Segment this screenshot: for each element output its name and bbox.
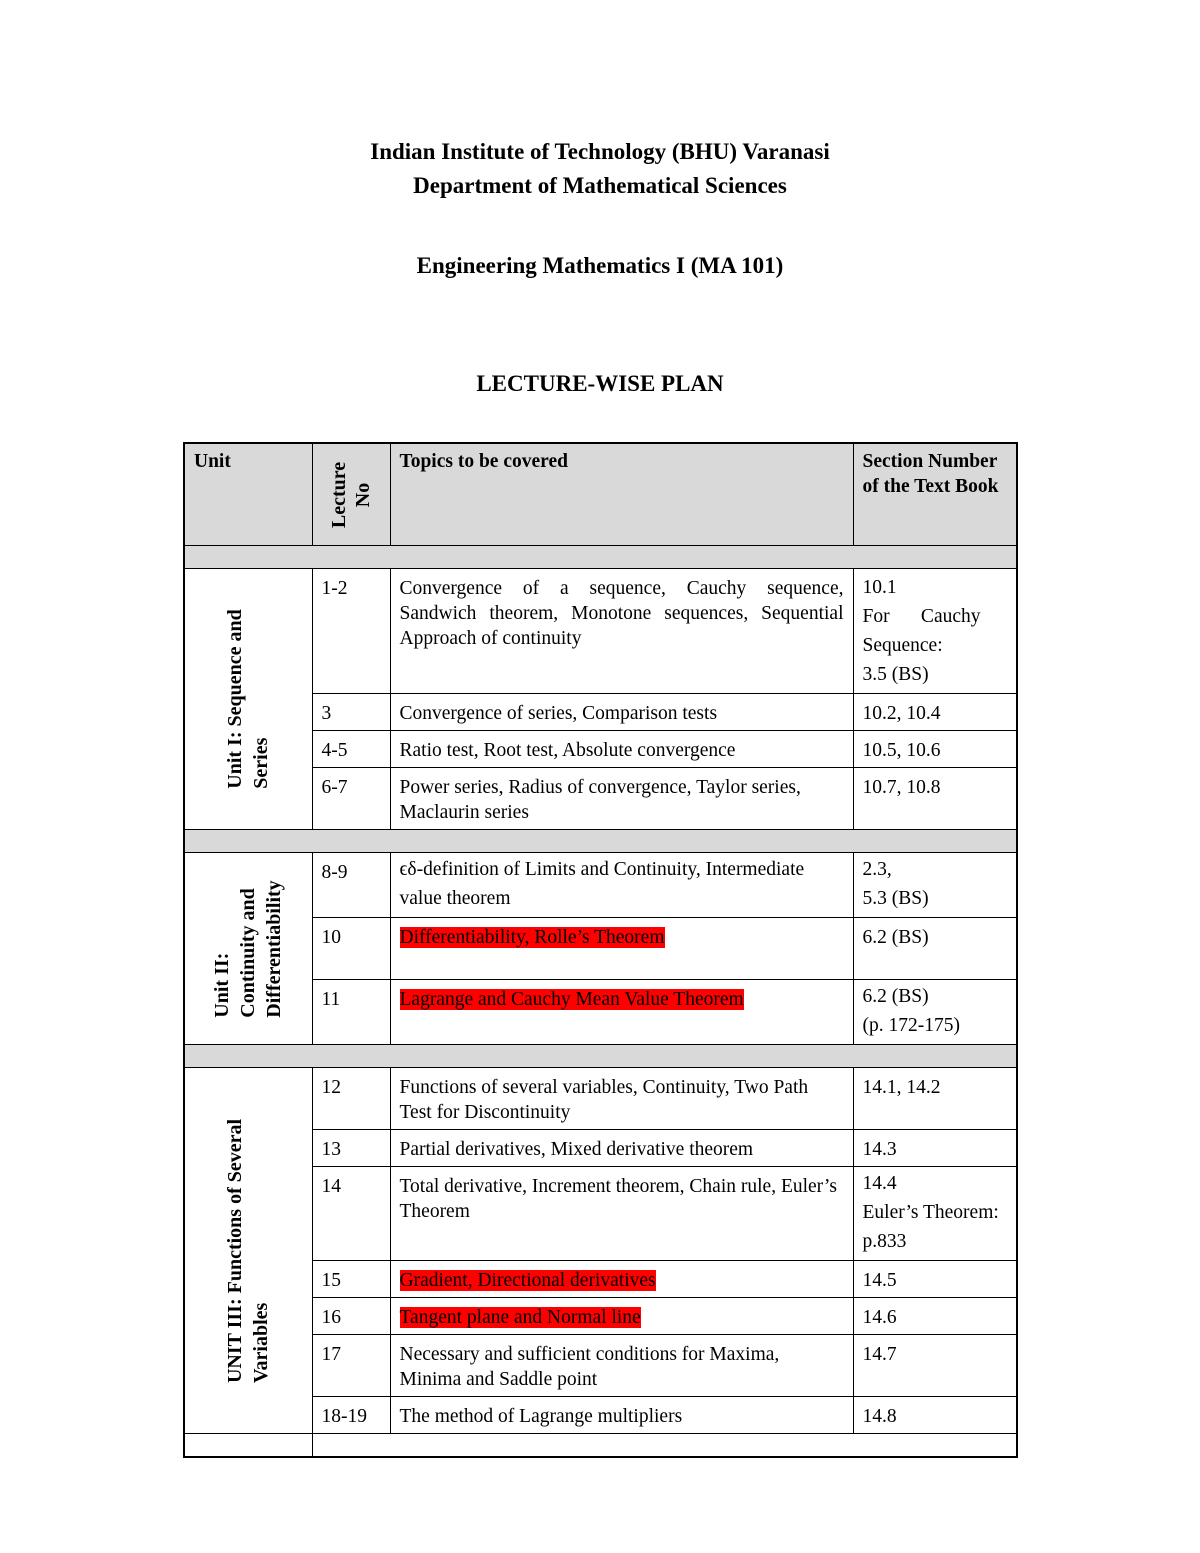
topics-cell [390, 1261, 853, 1298]
section-line: 14.7 [862, 1344, 897, 1365]
section-line: 14.4 [862, 1173, 897, 1194]
section-line: 14.3 [862, 1139, 897, 1160]
section-cell [853, 731, 1017, 768]
topics-cell: Ratio test, Root test, Absolute convergence [390, 731, 853, 768]
lecture-no: 18-19 [312, 1397, 390, 1434]
col-header-section: Section Number of the Text Book [853, 443, 1017, 546]
section-line: 10.7, 10.8 [862, 777, 941, 798]
section-cell [853, 1068, 1017, 1130]
empty-footer-row [184, 1434, 1017, 1458]
unit-3-cell [184, 1068, 312, 1434]
department-name: Department of Mathematical Sciences [413, 173, 787, 198]
unit-1-cell [184, 569, 312, 830]
unit-1-line1: Unit I: Sequence and [224, 609, 247, 789]
topics-cell [390, 980, 853, 1045]
unit-2-line3: Differentiability [263, 879, 286, 1018]
section-line: 10.5, 10.6 [862, 740, 941, 761]
lecture-no: 3 [312, 694, 390, 731]
lecture-no: 6-7 [312, 768, 390, 830]
topics-cell: Functions of several variables, Continuity, Two Path Test for Discontinuity [390, 1068, 853, 1130]
section-line: 6.2 (BS) [862, 986, 929, 1007]
section-cell [853, 768, 1017, 830]
topics-cell: The method of Lagrange multipliers [390, 1397, 853, 1434]
section-line: 10.2, 10.4 [862, 703, 941, 724]
lecture-header-line2: No [352, 482, 374, 507]
table-header-row [184, 443, 1017, 546]
course-title: Engineering Mathematics I (MA 101) [416, 253, 784, 278]
highlighted-topic: Tangent plane and Normal line [399, 1307, 641, 1328]
table-row [184, 569, 1017, 694]
lecture-no: 15 [312, 1261, 390, 1298]
section-cell [853, 1130, 1017, 1167]
section-cell [853, 1167, 1017, 1261]
section-cell [853, 1298, 1017, 1335]
section-line: 2.3, [862, 859, 892, 880]
topics-cell: Power series, Radius of convergence, Taylor series, Maclaurin series [390, 768, 853, 830]
separator-row [184, 830, 1017, 853]
lecture-no: 1-2 [312, 569, 390, 694]
section-line: Euler’s Theorem: p.833 [862, 1202, 999, 1252]
section-cell [853, 694, 1017, 731]
section-line: (p. 172-175) [862, 1015, 960, 1036]
lecture-no: 8-9 [312, 853, 390, 918]
section-line: 3.5 (BS) [862, 664, 929, 685]
lecture-plan-table [183, 442, 1018, 1458]
section-line: 14.6 [862, 1307, 897, 1328]
topics-cell: ϵδ-definition of Limits and Continuity, Intermediate value theorem [390, 853, 853, 918]
lecture-no: 4-5 [312, 731, 390, 768]
unit-2-line1: Unit II: [211, 952, 234, 1018]
separator-row [184, 546, 1017, 569]
col-header-lecture [312, 443, 390, 546]
section-cell [853, 918, 1017, 980]
section-cell [853, 853, 1017, 918]
table-row [184, 853, 1017, 918]
section-cell [853, 980, 1017, 1045]
lecture-no: 11 [312, 980, 390, 1045]
lecture-no: 14 [312, 1167, 390, 1261]
section-cell [853, 569, 1017, 694]
topics-cell [390, 1298, 853, 1335]
col-header-topics: Topics to be covered [390, 443, 853, 546]
topics-cell [390, 918, 853, 980]
empty-cell [312, 1434, 1017, 1458]
topics-cell: Necessary and sufficient conditions for Maxima, Minima and Saddle point [390, 1335, 853, 1397]
lecture-no: 10 [312, 918, 390, 980]
lecture-no: 12 [312, 1068, 390, 1130]
highlighted-topic: Lagrange and Cauchy Mean Value Theorem [399, 989, 744, 1010]
lecture-no: 17 [312, 1335, 390, 1397]
section-line: 10.1 [862, 577, 897, 598]
unit-2-line2: Continuity and [237, 887, 260, 1018]
table-row [184, 1068, 1017, 1130]
section-line: For Cauchy Sequence: [862, 606, 981, 656]
section-cell [853, 1261, 1017, 1298]
unit-3-line2: Variables [250, 1302, 273, 1383]
section-line: 5.3 (BS) [862, 888, 929, 909]
institute-name: Indian Institute of Technology (BHU) Varanasi [370, 139, 830, 164]
lecture-header-line1: Lecture [328, 461, 350, 528]
col-header-unit: Unit [184, 443, 312, 546]
topics-cell: Convergence of series, Comparison tests [390, 694, 853, 731]
section-line: 14.8 [862, 1406, 897, 1427]
topics-cell: Partial derivatives, Mixed derivative theorem [390, 1130, 853, 1167]
section-line: 14.5 [862, 1270, 897, 1291]
unit-2-cell [184, 853, 312, 1045]
highlighted-topic: Differentiability, Rolle’s Theorem [399, 927, 665, 948]
section-cell [853, 1335, 1017, 1397]
section-line: 6.2 (BS) [862, 927, 929, 948]
lecture-no: 16 [312, 1298, 390, 1335]
plan-title: LECTURE-WISE PLAN [476, 371, 724, 396]
unit-3-line1: UNIT III: Functions of Several [224, 1118, 247, 1383]
empty-cell [184, 1434, 312, 1458]
unit-1-line2: Series [250, 737, 273, 789]
separator-row [184, 1045, 1017, 1068]
section-line: 14.1, 14.2 [862, 1077, 941, 1098]
topics-cell: Total derivative, Increment theorem, Chain rule, Euler’s Theorem [390, 1167, 853, 1261]
section-cell [853, 1397, 1017, 1434]
highlighted-topic: Gradient, Directional derivatives [399, 1270, 656, 1291]
lecture-no: 13 [312, 1130, 390, 1167]
topics-cell: Convergence of a sequence, Cauchy sequence, Sandwich theorem, Monotone sequences, Sequential Approach of continuity [390, 569, 853, 694]
